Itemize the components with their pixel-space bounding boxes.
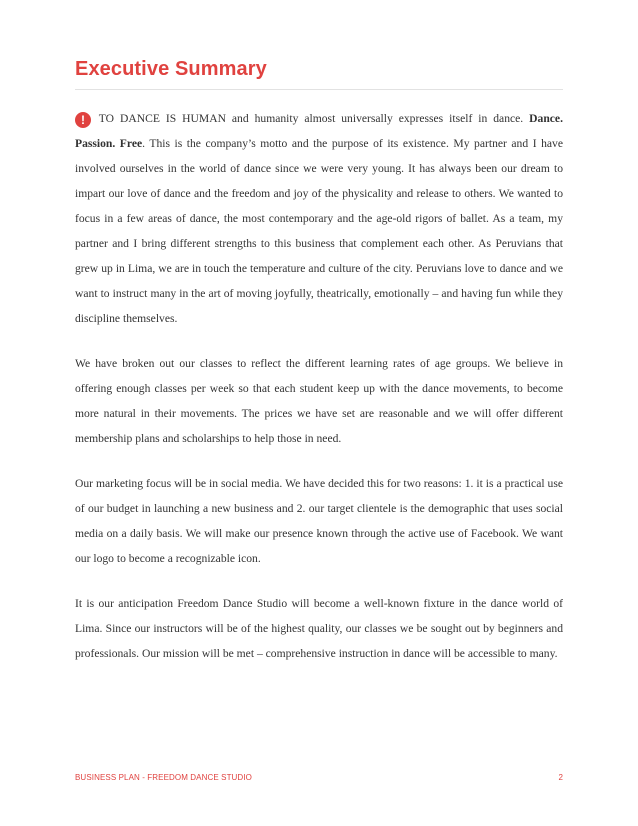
paragraph-intro	[75, 106, 563, 331]
document-body	[75, 106, 563, 666]
heading-divider	[75, 89, 563, 90]
paragraph-marketing: Our marketing focus will be in social media. We have decided this for two reasons: 1. it is a practical use of our budget in launching a new business and 2. our target clientele is the demographic that uses social media on a daily basis. We will make our presence known through the active use of Facebook. We want our logo to become a recognizable icon.	[75, 477, 563, 565]
intro-rest-text: . This is the company’s motto and the purpose of its existence. My partner and I have involved ourselves in the world of dance since we were very young. It has always been our dream to impart our love of dance and the freedom and joy of the physicality and release to others. We wanted to focus in a few areas of dance, the most contemporary and the age-old rigors of ballet. As a team, my partner and I bring different strengths to this business that complement each other. As Peruvians that grew up in Lima, we are in touch the temperature and culture of the city. Peruvians love to dance and we want to instruct many in the art of moving joyfully, theatrically, emotionally – and having fun while they discipline themselves.	[75, 137, 563, 325]
motto-dance: Dance.	[529, 112, 563, 125]
intro-lead-text: TO DANCE IS HUMAN and humanity almost universally expresses itself in dance.	[98, 112, 524, 125]
motto-passion-free: Passion. Free	[75, 137, 143, 150]
paragraph-mission: It is our anticipation Freedom Dance Studio will become a well-known fixture in the dance world of Lima. Since our instructors will be of the highest quality, our classes we be sought out by beginners and professionals. Our mission will be met – comprehensive instruction in dance will be accessible to many.	[75, 597, 563, 660]
footer-page-number: 2	[558, 773, 563, 782]
footer-document-title: BUSINESS PLAN - FREEDOM DANCE STUDIO	[75, 773, 252, 782]
exclamation-icon: !	[75, 112, 91, 128]
page-title: Executive Summary	[75, 58, 267, 80]
paragraph-classes: We have broken out our classes to reflect the different learning rates of age groups. We believe in offering enough classes per week so that each student keep up with the dance movements, to become more natural in their movements. The prices we have set are reasonable and we will offer different membership plans and scholarships to help those in need.	[75, 357, 563, 445]
